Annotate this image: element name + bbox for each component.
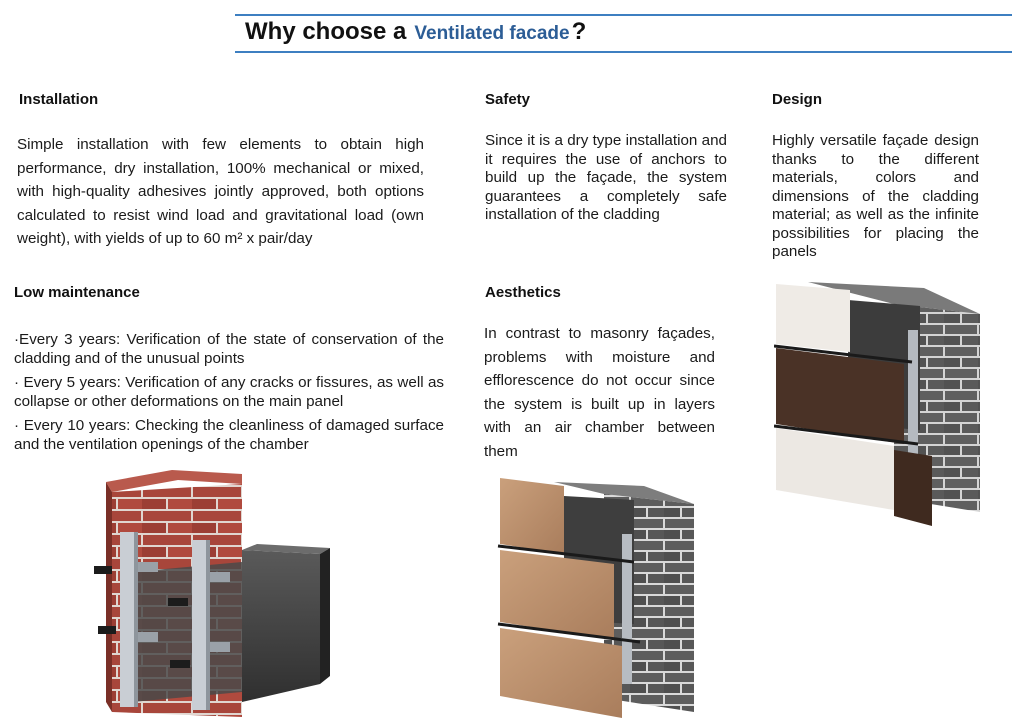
low-maintenance-heading: Low maintenance: [14, 284, 140, 301]
page-title: [245, 18, 586, 46]
design-text: Highly versatile façade design thanks to the different materials, colors and dimensions of the cladding material; as well as the infinite possibilities for placing the panels: [772, 132, 979, 260]
maintenance-item: · Every 5 years: Verification of any cracks or fissures, as well as collapse or other deformations on the main panel: [14, 374, 444, 410]
copper-facade-illustration: [494, 474, 704, 718]
maintenance-item: · Every 10 years: Checking the cleanliness of damaged surface and the ventilation openings of the chamber: [14, 417, 444, 453]
safety-heading: Safety: [485, 91, 531, 108]
brick-wall-illustration: [92, 462, 332, 717]
design-heading: Design: [772, 91, 823, 108]
white-brown-facade-illustration: [774, 280, 986, 526]
maintenance-item: ·Every 3 years: Verification of the state of conservation of the cladding and of the unusual points: [14, 331, 444, 367]
header-bottom-rule: [235, 51, 1012, 53]
installation-text: Simple installation with few elements to obtain high performance, dry installation, 100% mechanical or mixed, with high-quality adhesives jointly approved, both options calculated to resist wind load and gravitational load (own weight), with yields of up to 60 m² x pair/day: [17, 136, 424, 247]
aesthetics-heading: Aesthetics: [485, 284, 561, 301]
installation-heading: Installation: [19, 91, 99, 108]
title-prefix: Why choose a: [245, 18, 407, 45]
header-top-rule: [235, 14, 1012, 16]
title-highlight: Ventilated facade: [414, 23, 570, 44]
title-suffix: ?: [571, 18, 587, 45]
low-maintenance-list: [14, 330, 444, 459]
aesthetics-text: In contrast to masonry façades, problems with moisture and efflorescence do not occur since the system is built up in layers with an air chamber between them: [484, 325, 715, 460]
safety-text: Since it is a dry type installation and it requires the use of anchors to build up the façade, the system guarantees a completely safe installation of the cladding: [485, 132, 727, 223]
